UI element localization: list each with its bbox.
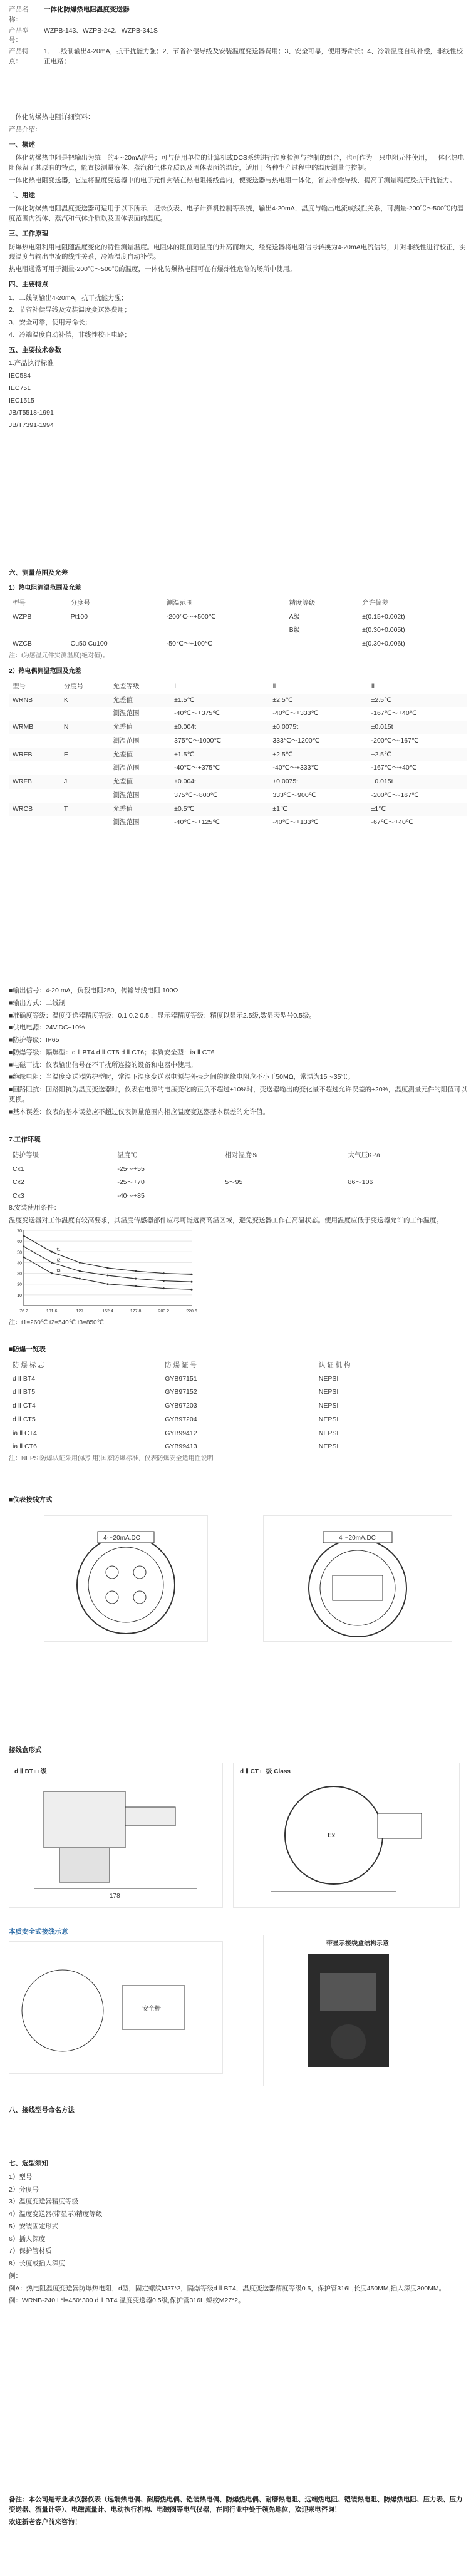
spec-item: ■防护等级：IP65 bbox=[9, 1036, 59, 1044]
table-row bbox=[9, 789, 467, 803]
sec2-paragraph: 一体化防爆热电阻温度变送器可适用于以下所示，记录仪表、电子计算机控制等系统，输出4-20mA，温度与输出电流成线性关系，可测量-200℃～500℃的温度范围内流体、蒸汽和气体介质以及固体表面的温度。 bbox=[9, 205, 464, 222]
cell: -40℃～+125℃ bbox=[174, 818, 220, 827]
table-row bbox=[9, 1386, 467, 1399]
data-point bbox=[23, 1256, 25, 1258]
spec-item: ■回路阻抗：回路阻抗为温度变送器时，仪表在电源的电压变化的正负不超过±10%时，变送器输出的变化量不超过允许误差的±20%，温度测量元件的阻值可以更换。 bbox=[9, 1086, 467, 1103]
ordering-example-title: 例： bbox=[9, 2272, 22, 2280]
y-tick-label: 20 bbox=[17, 1282, 22, 1287]
exp-th-org: 认 证 机 构 bbox=[318, 1361, 351, 1369]
ordering-example-2: 例：WRNB-240 L*l=450*300 d Ⅱ BT4 温度变送器0.5级,保护管316L,螺纹M27*2。 bbox=[9, 2297, 245, 2305]
cell: -167℃～+40℃ bbox=[371, 764, 417, 772]
cell: T bbox=[60, 803, 110, 817]
ordering-example-1: 例A：热电阻温度变送器防爆热电阻，d型，固定螺纹M27*2，隔爆等级d Ⅱ BT4，温度变送器精度等级0.5，保护管316L,长度450MM,插入深度300MM。 bbox=[9, 2284, 446, 2292]
sec4-item: 2、节省补偿导线及安装温度变送器费用； bbox=[9, 306, 131, 314]
spec-item: ■供电电源：24V.DC±10% bbox=[9, 1024, 85, 1032]
cell: NEPSI bbox=[318, 1402, 339, 1409]
cell: J bbox=[60, 775, 110, 789]
sec5-title: 五、主要技术参数 bbox=[9, 346, 61, 354]
env-th-temp: 温度℃ bbox=[117, 1151, 137, 1159]
cell bbox=[163, 624, 286, 637]
product-title: 一体化防爆热电阻温度变送器 bbox=[44, 6, 130, 13]
cell: Pt100 bbox=[70, 612, 88, 621]
data-point bbox=[79, 1270, 81, 1272]
data-point bbox=[191, 1289, 193, 1291]
spec-item: ■基本误差：仪表的基本误差应不超过仪表测量范围内相应温度变送器基本误差的允许值。 bbox=[9, 1108, 269, 1116]
cell: 5～95 bbox=[225, 1178, 243, 1187]
tc-th-grade: 允差等级 bbox=[113, 682, 140, 690]
env-th-pressure: 大气压KPa bbox=[348, 1151, 380, 1159]
cell bbox=[9, 761, 60, 775]
x-tick-label: 101.6 bbox=[46, 1309, 58, 1314]
data-point bbox=[107, 1283, 109, 1285]
standard-item: JB/T5518-1991 bbox=[9, 409, 54, 417]
cell: -25～+70 bbox=[117, 1178, 145, 1187]
x-tick-label: 203.2 bbox=[158, 1309, 170, 1314]
data-point bbox=[163, 1272, 165, 1274]
cell: Cx3 bbox=[13, 1192, 24, 1200]
data-point bbox=[135, 1270, 137, 1272]
spec-item: ■准确度等级：温度变送器精度等级：0.1 0.2 0.5 ，显示器精度等级：精度以显示2.5级,数显表型号0.5级。 bbox=[9, 1011, 316, 1019]
cell bbox=[9, 734, 60, 748]
table-row bbox=[9, 734, 467, 748]
data-point bbox=[163, 1287, 165, 1289]
data-point bbox=[79, 1278, 81, 1280]
range-sub2: 2）热电偶测温范围及允差 bbox=[9, 667, 81, 675]
cell bbox=[221, 1163, 344, 1177]
product-model-value: WZPB-143、WZPB-242、WZPB-341S bbox=[44, 26, 158, 34]
cell: 测温范围 bbox=[113, 818, 140, 827]
tc-th-1: Ⅰ bbox=[174, 682, 177, 690]
env-th-humidity: 相对湿度% bbox=[225, 1151, 257, 1159]
cell: WRNB bbox=[9, 694, 60, 708]
sec4-item: 4、冷端温度自动补偿，非线性校正电路； bbox=[9, 331, 131, 339]
rtd-range-table bbox=[9, 597, 467, 651]
ordering-item: 4）温度变送器(带显示)精度等级 bbox=[9, 2210, 103, 2218]
cell bbox=[9, 789, 60, 803]
cell: K bbox=[60, 694, 110, 708]
table-row bbox=[9, 1190, 467, 1203]
cell bbox=[286, 637, 359, 651]
x-tick-label: 220.6 bbox=[186, 1309, 197, 1314]
cell: -50℃～+100℃ bbox=[166, 640, 212, 647]
junction-box-left bbox=[9, 1763, 223, 1908]
table-row bbox=[9, 611, 467, 624]
table-row bbox=[9, 694, 467, 708]
cell: ±2.5℃ bbox=[368, 694, 467, 708]
junction-right-svg bbox=[234, 1763, 459, 1907]
footer-note: 备注：本公司是专业承仪器仪表（远端热电偶、耐磨热电偶、铠装热电偶、防爆热电偶、耐磨热电阻、远端热电阻、铠装热电阻、防爆热电阻、压力表、压力变送器、流量计等）、电磁流量计、电动执行机构、电磁阀等电气仪器，在同行业中处于领先地位，欢迎来电咨询！ bbox=[9, 2496, 463, 2513]
cell: ±(0.30+0.006t) bbox=[362, 640, 405, 647]
data-point bbox=[51, 1272, 53, 1274]
cell: -167℃～+40℃ bbox=[371, 709, 417, 718]
table-row bbox=[9, 1176, 467, 1190]
cell: NEPSI bbox=[318, 1429, 339, 1437]
x-tick-label: 127 bbox=[76, 1309, 84, 1314]
cell bbox=[60, 789, 110, 803]
display-box-title: 带显示接线盒结构示意 bbox=[326, 1940, 389, 1947]
y-tick-label: 40 bbox=[17, 1261, 22, 1266]
spec-item: ■防爆等级：隔爆型：d Ⅱ BT4 d Ⅱ CT5 d Ⅱ CT6；本质安全型：ia Ⅱ CT6 bbox=[9, 1048, 215, 1056]
cell: d Ⅱ CT4 bbox=[13, 1402, 36, 1409]
tc-th-model: 型号 bbox=[13, 682, 26, 690]
display-box-image bbox=[263, 1935, 458, 2086]
env-title: 7.工作环境 bbox=[9, 1136, 41, 1143]
wiring-right-label: 4～20mA.DC bbox=[339, 1535, 376, 1542]
cell: 测温范围 bbox=[113, 709, 140, 718]
cell: ±1℃ bbox=[269, 803, 367, 817]
cell: 允差值 bbox=[109, 721, 170, 734]
table-row bbox=[9, 1399, 467, 1413]
ordering-item: 8）长度或插入深度 bbox=[9, 2260, 65, 2267]
cell: WRFB bbox=[9, 775, 60, 789]
cell: GYB97204 bbox=[165, 1415, 197, 1423]
cell: 375℃～1000℃ bbox=[174, 736, 222, 744]
cell: 测温范围 bbox=[113, 791, 140, 799]
spec-item: ■绝缘电阻：当温度变送器防护型时，常温下温度变送器电源与外壳之间的绝缘电阻应不小于50MΩ，常温为15～35℃。 bbox=[9, 1073, 354, 1081]
cell: -40～+85 bbox=[117, 1192, 145, 1200]
sec1-paragraph-1: 一体化防爆热电阻是把输出为统一的4～20mA信号；可与使用单位的计算机或DCS系统进行温度检测与控制的组合，也可作为一只电阻元件使用，一体化热电阻保留了其原有的特点，能直接测量液体、蒸汽和气体介质以及固体表面的温度，适用于各种生产过程中的温度测量与控制。 bbox=[9, 154, 465, 172]
cell: GYB97203 bbox=[165, 1402, 197, 1409]
junction-right-tag: d Ⅱ CT □ 级 Class bbox=[240, 1768, 291, 1775]
tc-th-2: Ⅱ bbox=[272, 682, 276, 690]
cell: 333℃～1200℃ bbox=[272, 736, 320, 744]
cell: WRMB bbox=[9, 721, 60, 734]
cell: ±0.0075t bbox=[269, 721, 367, 734]
data-point bbox=[51, 1251, 53, 1253]
rtd-table-note: 注：t为感温元件实测温度(绝对值)。 bbox=[9, 652, 109, 659]
table-row bbox=[9, 1427, 467, 1441]
exp-th-cert: 防 爆 证 号 bbox=[165, 1361, 197, 1369]
ordering-item: 5）安装固定形式 bbox=[9, 2222, 59, 2230]
cell: Cx2 bbox=[13, 1178, 24, 1187]
standard-item: IEC584 bbox=[9, 372, 31, 379]
wiring-left-label: 4～20mA.DC bbox=[103, 1535, 140, 1542]
temperature-curve-chart bbox=[9, 1224, 197, 1318]
cell: WZCB bbox=[13, 640, 32, 647]
sec4-item: 3、安全可靠，使用寿命长； bbox=[9, 319, 91, 326]
cell: ±2.5℃ bbox=[368, 748, 467, 762]
cell: 测温范围 bbox=[113, 736, 140, 744]
junction-left-svg bbox=[9, 1763, 222, 1907]
sec3-paragraph-1: 防爆热电阻利用电阻随温度变化的特性测量温度。电阻体的阻值随温度的升高而增大，经变送器将电阻信号转换为4-20mA电流信号，并对非线性进行校正，实现温度与输出电流的线性关系，冷端温度自动补偿。 bbox=[9, 243, 466, 261]
table-row bbox=[9, 1373, 467, 1386]
table-row bbox=[9, 761, 467, 775]
overview-title: 产品介绍： bbox=[9, 125, 42, 133]
data-point bbox=[191, 1281, 193, 1283]
table-row bbox=[9, 721, 467, 734]
data-point bbox=[163, 1280, 165, 1282]
y-tick-label: 60 bbox=[17, 1240, 22, 1245]
cell: ia Ⅱ CT6 bbox=[13, 1443, 38, 1451]
cell bbox=[9, 624, 67, 637]
data-point bbox=[107, 1267, 109, 1269]
footer-line2: 欢迎新老客户前来咨询！ bbox=[9, 2518, 81, 2526]
tc-th-index: 分度号 bbox=[63, 682, 84, 690]
data-point bbox=[23, 1235, 25, 1237]
data-point bbox=[51, 1262, 53, 1264]
exp-th-mark: 防 爆 标 志 bbox=[13, 1361, 44, 1369]
cell: ±(0.15+0.002t) bbox=[362, 612, 405, 621]
cell: ±0.5℃ bbox=[170, 803, 269, 817]
cell: -200℃～-167℃ bbox=[371, 736, 419, 744]
cell: -200℃～+500℃ bbox=[166, 612, 216, 621]
cell: 333℃～900℃ bbox=[272, 791, 316, 799]
cell: NEPSI bbox=[318, 1374, 339, 1383]
safety-svg bbox=[9, 1942, 222, 2073]
cell: B级 bbox=[289, 626, 301, 634]
cell: d Ⅱ BT5 bbox=[13, 1388, 36, 1396]
cell: Cu50 Cu100 bbox=[70, 640, 108, 647]
product-features-value: 1、二线制输出4-20mA，抗干扰能力强；2、节省补偿导线及安装温度变送器费用；3、安全可靠，使用寿命长；4、冷端温度自动补偿，非线性校正电路； bbox=[44, 48, 463, 65]
cell: ±0.004t bbox=[170, 775, 269, 789]
x-tick-label: 177.8 bbox=[130, 1309, 142, 1314]
table-row bbox=[9, 775, 467, 789]
ordering-title: 七、选型须知 bbox=[9, 2160, 48, 2167]
cell: ±1℃ bbox=[368, 803, 467, 817]
cell: ±(0.30+0.005t) bbox=[362, 626, 405, 634]
cell: d Ⅱ CT5 bbox=[13, 1415, 36, 1423]
ordering-item: 6）插入深度 bbox=[9, 2235, 46, 2243]
cell: -200℃～-167℃ bbox=[371, 791, 419, 799]
explosion-title: ■防爆一览表 bbox=[9, 1346, 46, 1353]
data-point bbox=[79, 1262, 81, 1264]
cell: 375℃～800℃ bbox=[174, 791, 218, 799]
product-features-label: 产品特点： bbox=[9, 48, 29, 65]
data-point bbox=[191, 1274, 193, 1275]
cell: WZPB bbox=[13, 612, 32, 621]
ordering-item: 2）分度号 bbox=[9, 2185, 39, 2193]
safety-diagram bbox=[9, 1941, 223, 2074]
cell bbox=[9, 816, 60, 830]
series-label: t1 bbox=[56, 1247, 61, 1252]
series-label: t2 bbox=[56, 1258, 61, 1263]
cell: GYB99413 bbox=[165, 1443, 197, 1451]
cell: ±1.5℃ bbox=[170, 748, 269, 762]
rtd-th-range: 测温范围 bbox=[166, 599, 193, 607]
cell: N bbox=[60, 721, 110, 734]
cell: 测温范围 bbox=[113, 764, 140, 772]
range-sub1: 1）热电阻测温范围及允差 bbox=[9, 584, 81, 592]
x-tick-label: 152.4 bbox=[102, 1309, 113, 1314]
junction-right-ex: Ex bbox=[328, 1832, 336, 1839]
spec-item: ■电磁干扰：仪表输出信号在不干扰所连接的设备和电器中使用。 bbox=[9, 1061, 197, 1069]
safety-title: 本质安全式接线示意 bbox=[9, 1928, 68, 1935]
ordering-item: 7）保护管材质 bbox=[9, 2247, 52, 2255]
cell: -40℃～+375℃ bbox=[174, 764, 220, 772]
standard-item: IEC1515 bbox=[9, 396, 34, 404]
table-row bbox=[9, 803, 467, 817]
cell bbox=[60, 734, 110, 748]
cell: ±0.015t bbox=[368, 775, 467, 789]
cell: 允差值 bbox=[109, 748, 170, 762]
cell: NEPSI bbox=[318, 1415, 339, 1423]
rtd-th-tolerance: 允许偏差 bbox=[362, 599, 389, 607]
explosion-table bbox=[9, 1359, 467, 1454]
wiring-diagram-right bbox=[263, 1515, 452, 1642]
table-row bbox=[9, 707, 467, 721]
spec-item: ■输出信号：4-20 mA，负载电阻250，传输导线电阻 100Ω bbox=[9, 987, 178, 994]
cell: NEPSI bbox=[318, 1443, 339, 1451]
cell bbox=[67, 624, 163, 637]
dims-title: 接线盒形式 bbox=[9, 1746, 42, 1754]
cell: ±0.015t bbox=[368, 721, 467, 734]
sec2-title: 二、用途 bbox=[9, 191, 35, 199]
cell: E bbox=[60, 748, 110, 762]
sec1-title: 一、概述 bbox=[9, 140, 35, 148]
cell: GYB97152 bbox=[165, 1388, 197, 1396]
cell: 允差值 bbox=[109, 803, 170, 817]
product-header bbox=[9, 5, 467, 68]
standard-item: JB/T7391-1994 bbox=[9, 421, 54, 429]
standard-item: IEC751 bbox=[9, 384, 31, 392]
y-tick-label: 50 bbox=[17, 1250, 22, 1255]
cell: 允差值 bbox=[109, 694, 170, 708]
cell: WRCB bbox=[9, 803, 60, 817]
tc-th-3: Ⅲ bbox=[371, 682, 376, 690]
cell: GYB99412 bbox=[165, 1429, 197, 1437]
cell: WREB bbox=[9, 748, 60, 762]
display-box-svg bbox=[264, 1935, 458, 2086]
cell: -40℃～+333℃ bbox=[272, 709, 319, 718]
cell bbox=[344, 1163, 467, 1177]
ordering-item: 1）型号 bbox=[9, 2173, 33, 2181]
cell: A级 bbox=[289, 612, 301, 621]
y-tick-label: 30 bbox=[17, 1272, 22, 1277]
chart-note: 注：t1=260℃ t2=540℃ t3=850℃ bbox=[9, 1319, 104, 1326]
temperature-curve-svg bbox=[9, 1224, 197, 1318]
rtd-th-model: 型号 bbox=[13, 599, 26, 607]
product-model-label: 产品型号： bbox=[9, 26, 29, 44]
cell: -67℃～+40℃ bbox=[371, 818, 413, 827]
series-label: t3 bbox=[56, 1269, 61, 1274]
junction-box-right bbox=[233, 1763, 460, 1908]
data-point bbox=[107, 1275, 109, 1277]
cell: d Ⅱ BT4 bbox=[13, 1374, 36, 1383]
table-row bbox=[9, 816, 467, 830]
cell: ±2.5℃ bbox=[269, 748, 367, 762]
cell bbox=[60, 707, 110, 721]
explosion-note: 注：NEPSI防爆认证采用(或引用)国家防爆标准，仪表防爆安全适用性说明 bbox=[9, 1455, 214, 1462]
y-tick-label: 70 bbox=[17, 1229, 22, 1234]
rtd-th-index: 分度号 bbox=[70, 599, 91, 607]
sec3-title: 三、工作原理 bbox=[9, 229, 48, 237]
wiring-title: ■仪表接线方式 bbox=[9, 1496, 53, 1503]
env-p2: 温度变送器对工作温度有较高要求，其温度传感器部件应尽可能远离高温区域，避免变送器工作在高温状态。使用温度应低于变送器允许的工作温度。 bbox=[9, 1216, 443, 1224]
cell: 允差值 bbox=[109, 775, 170, 789]
env-th-protection: 防护等级 bbox=[13, 1151, 39, 1159]
cell: GYB97151 bbox=[165, 1374, 197, 1383]
data-point bbox=[135, 1278, 137, 1280]
env-table bbox=[9, 1149, 467, 1203]
spec-item: ■输出方式：二线制 bbox=[9, 999, 66, 1007]
table-row bbox=[9, 1413, 467, 1427]
sec4-item: 1、二线制输出4-20mA，抗干扰能力强； bbox=[9, 294, 128, 302]
cell: ±0.004t bbox=[170, 721, 269, 734]
table-row bbox=[9, 637, 467, 651]
cell: -25～+55 bbox=[117, 1165, 145, 1173]
intro-line: 一体化防爆热电阻详细资料： bbox=[9, 113, 95, 121]
sec5-standards-title: 1.产品执行标准 bbox=[9, 359, 54, 368]
cell bbox=[60, 816, 110, 830]
data-point bbox=[135, 1285, 137, 1287]
model-naming-title: 八、接线型号命名方法 bbox=[9, 2106, 75, 2114]
table-row bbox=[9, 624, 467, 637]
safety-barrier-label: 安全栅 bbox=[142, 2006, 161, 2012]
sec1-paragraph-2: 一体化热电阻变送器，它是将温度变送器中的电子元件封装在热电阻接线盒内，使变送器与热电阻一体化，省去补偿导线，提高了测量精度及抗干扰能力。 bbox=[9, 176, 456, 184]
ordering-item: 3）温度变送器精度等级 bbox=[9, 2198, 78, 2206]
data-point bbox=[23, 1245, 25, 1247]
cell bbox=[60, 761, 110, 775]
table-row bbox=[9, 1163, 467, 1177]
product-name-label: 产品名称： bbox=[9, 6, 29, 23]
table-row bbox=[9, 1440, 467, 1454]
cell: -40℃～+133℃ bbox=[272, 818, 319, 827]
cell: ia Ⅱ CT4 bbox=[13, 1429, 38, 1437]
cell: -40℃～+375℃ bbox=[174, 709, 220, 718]
cell bbox=[344, 1190, 467, 1203]
junction-left-tag: d Ⅱ BT □ 级 bbox=[14, 1768, 47, 1775]
cell: ±1.5℃ bbox=[170, 694, 269, 708]
env-p1: 8.安装使用条件： bbox=[9, 1203, 61, 1212]
cell: Cx1 bbox=[13, 1165, 24, 1173]
range-title: 六、测量范围及允差 bbox=[9, 569, 68, 577]
cell: ±2.5℃ bbox=[269, 694, 367, 708]
cell: NEPSI bbox=[318, 1388, 339, 1396]
cell: 86～106 bbox=[348, 1178, 373, 1187]
sec4-title: 四、主要特点 bbox=[9, 280, 48, 288]
cell: -40℃～+333℃ bbox=[272, 764, 319, 772]
junction-left-dim1: 178 bbox=[110, 1893, 120, 1900]
cell bbox=[9, 707, 60, 721]
x-tick-label: 76.2 bbox=[19, 1309, 28, 1314]
sec3-paragraph-2: 热电阻通常可用于测量-200℃～500℃的温度，一体化防爆热电阻可在有爆炸性危险的场所中使用。 bbox=[9, 265, 296, 273]
rtd-th-class: 精度等级 bbox=[289, 599, 316, 607]
table-row bbox=[9, 748, 467, 762]
wiring-diagram-left bbox=[44, 1515, 208, 1642]
cell: ±0.0075t bbox=[269, 775, 367, 789]
cell bbox=[221, 1190, 344, 1203]
y-tick-label: 10 bbox=[17, 1293, 22, 1298]
tc-range-table bbox=[9, 680, 467, 830]
